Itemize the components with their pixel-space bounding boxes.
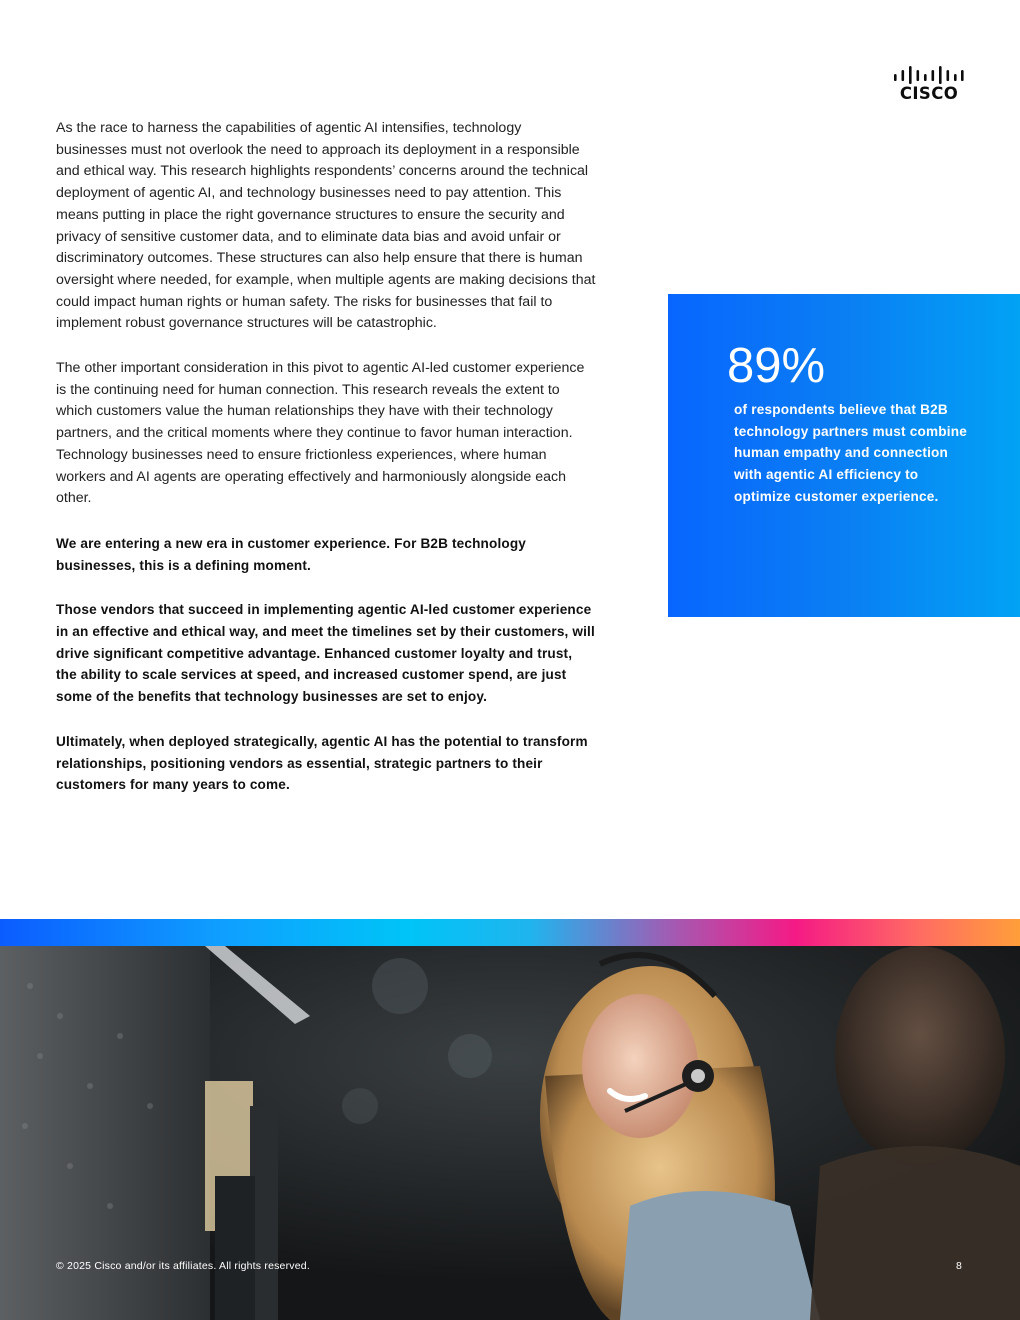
cisco-logo [893,66,965,106]
footer-copyright: © 2025 Cisco and/or its affiliates. All rights reserved. [56,1260,310,1272]
stat-callout [668,294,1020,617]
footer-page-number: 8 [956,1260,962,1272]
cisco-bridge-icon [893,66,965,84]
cisco-wordmark: CISCO [899,84,959,103]
paragraph-conclusion: Ultimately, when deployed strategically, agentic AI has the potential to transform relationships, positioning vendors as essential, strategic partners to their customers for many years to come. [56,733,588,793]
stat-description: of respondents believe that B2B technology partners must combine human empathy and connection with agentic AI efficiency to optimize customer experience. [734,402,968,504]
main-body-text [56,118,596,819]
paragraph-governance: As the race to harness the capabilities of agentic AI intensifies, technology businesses must not overlook the need to approach its deployment in a responsible and ethical way. This research highlights respondents’ concerns around the technical deployment of agentic AI, and technology businesses need to pay attention. This means putting in place the right governance structures to ensure the security and privacy of sensitive customer data, and to eliminate data bias and avoid unfair or discriminatory outcomes. These structures can also help ensure that there is human oversight where needed, for example, when multiple agents are making decisions that could impact human rights or human safety. The risks for businesses that fail to implement robust governance structures will be catastrophic. [56,120,596,332]
paragraph-vendors-advantage: Those vendors that succeed in implementing agentic AI-led customer experience in an effective and ethical way, and meet the timelines set by their customers, will drive significant competitive advantage. Enhanced customer loyalty and trust, the ability to scale services at speed, and increased customer spend, are just some of the benefits that technology businesses are set to enjoy. [56,602,595,705]
stat-value: 89% [727,339,826,393]
paragraph-new-era: We are entering a new era in customer experience. For B2B technology businesses, this is a defining moment. [56,535,527,573]
gradient-divider-band [0,919,1020,946]
paragraph-human-connection: The other important consideration in this pivot to agentic AI-led customer experience is the continuing need for human connection. This research reveals the extent to which customers value the human relationships they have with their technology partners, and the critical moments where they continue to favor human interaction. Technology businesses need to ensure frictionless experiences, where human workers and AI agents are operating effectively and harmoniously alongside each other. [56,360,585,507]
